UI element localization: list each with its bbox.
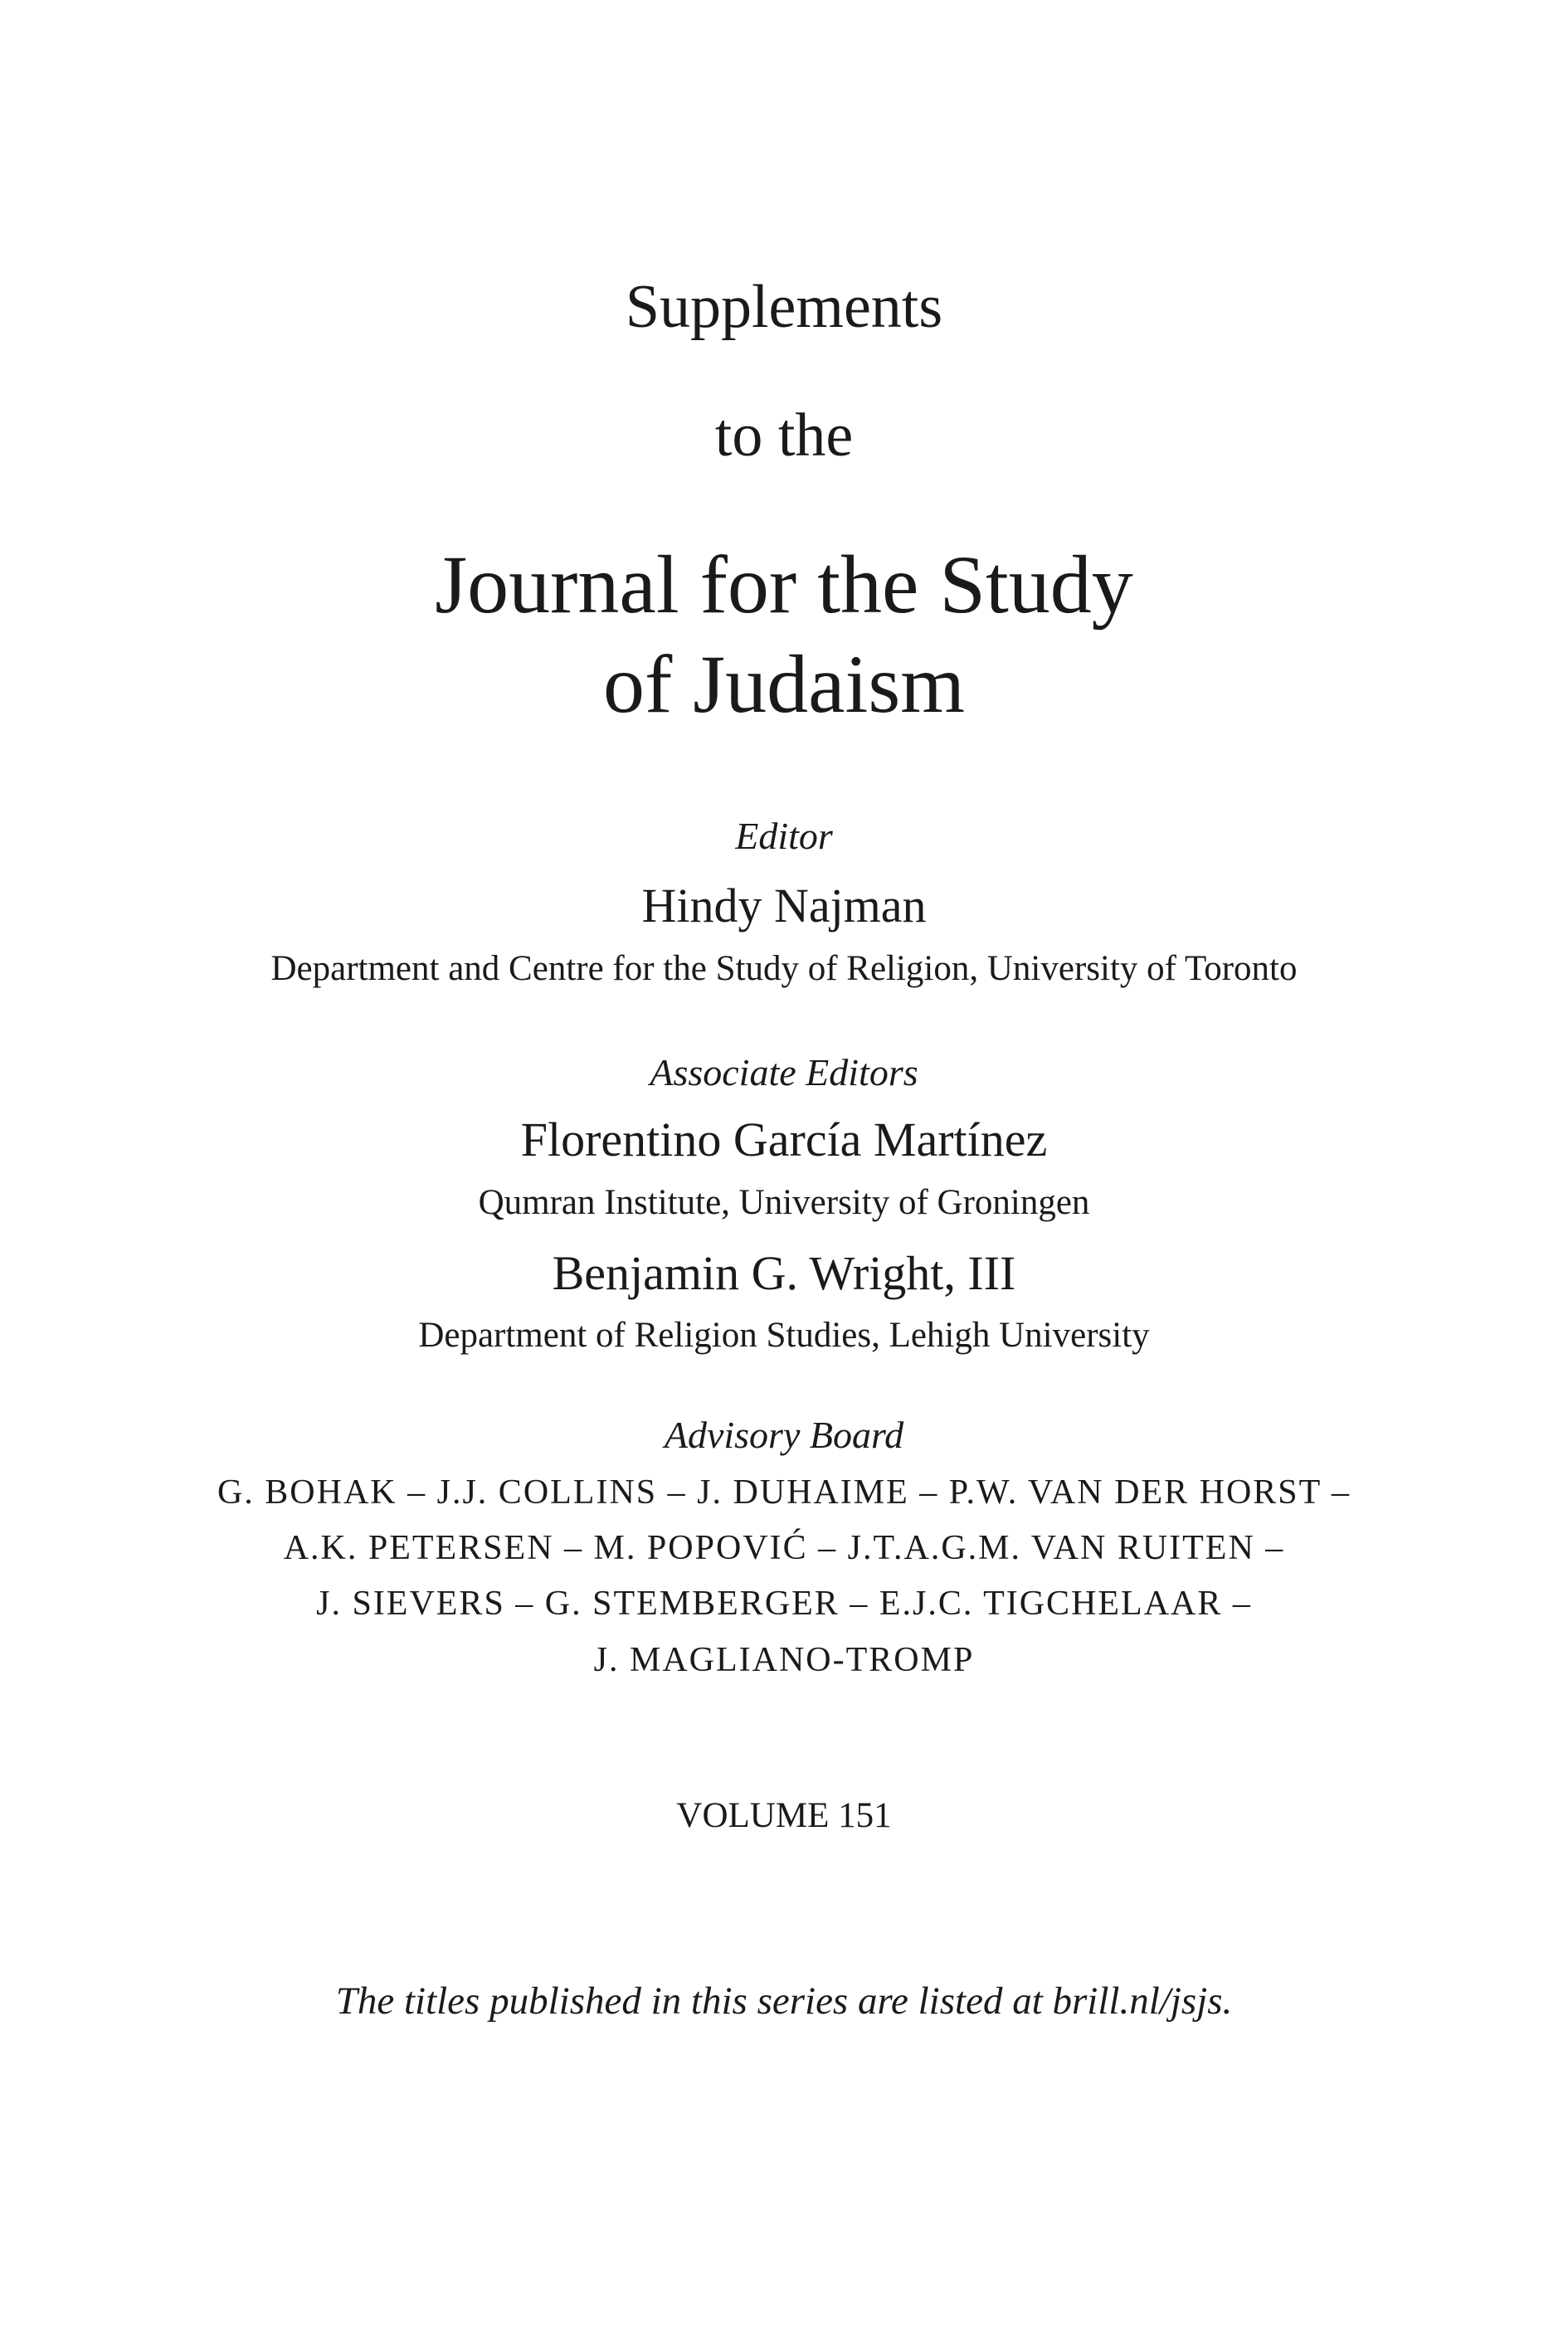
editor-label: Editor [735, 815, 833, 857]
editor-name: Hindy Najman [641, 879, 927, 933]
advisory-board-line: J. MAGLIANO-TROMP [593, 1641, 975, 1679]
advisory-board-line: G. BOHAK – J.J. COLLINS – J. DUHAIME – P.W. VAN DER HORST – [217, 1473, 1351, 1512]
advisory-board-label: Advisory Board [664, 1414, 904, 1456]
series-listing-note: The titles published in this series are listed at brill.nl/jsjs. [335, 1979, 1233, 2023]
volume-number: VOLUME 151 [676, 1796, 892, 1835]
advisory-board-line: A.K. PETERSEN – M. POPOVIĆ – J.T.A.G.M. VAN RUITEN – [283, 1529, 1285, 1567]
associate-editor-affiliation: Department of Religion Studies, Lehigh University [418, 1316, 1150, 1355]
advisory-board-line: J. SIEVERS – G. STEMBERGER – E.J.C. TIGCHELAAR – [316, 1585, 1252, 1623]
associate-editor-affiliation: Qumran Institute, University of Groningen [478, 1183, 1090, 1222]
series-to-the-line: to the [714, 402, 854, 470]
journal-title-line-2: of Judaism [602, 638, 966, 730]
associate-editors-label: Associate Editors [650, 1051, 918, 1093]
associate-editor-name: Benjamin G. Wright, III [552, 1246, 1016, 1300]
editor-affiliation: Department and Centre for the Study of Religion, University of Toronto [270, 949, 1298, 988]
journal-title-line-1: Journal for the Study [435, 538, 1133, 631]
series-supplements-line: Supplements [625, 273, 943, 341]
associate-editor-name: Florentino García Martínez [520, 1113, 1048, 1166]
